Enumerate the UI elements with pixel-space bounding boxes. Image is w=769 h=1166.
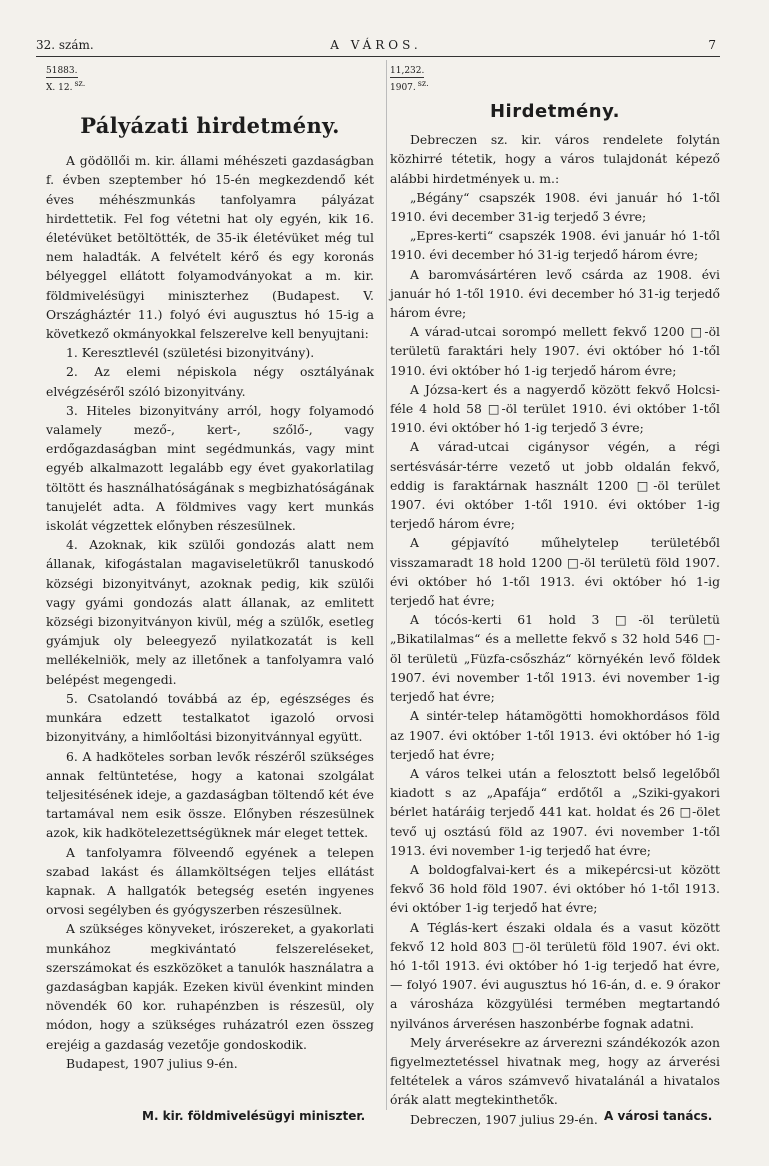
left-ref-number: 51883. bbox=[46, 66, 78, 76]
left-column bbox=[46, 66, 374, 1073]
paragraph: A baromvásártéren levő csárda az 1908. évi január hó 1-től 1910. évi december hó 31-ig terjedő három évre; bbox=[390, 266, 720, 321]
right-column bbox=[390, 66, 720, 1129]
journal-title: A VÁROS. bbox=[330, 38, 422, 52]
paragraph: 6. A hadköteles sorban levők részéről szükséges annak feltüntetése, hogy a katonai szolgálat teljesitésének ideje, a gazdaságban töltendő két éve tartamával nem esik össze. Előnyben részesülnek azok, kik hadkötelezettségüknek már eleget tettek. bbox=[46, 748, 374, 841]
paragraph: A Téglás-kert északi oldala és a vasut között fekvő 12 hold 803 □-öl területü föld 1907. évi okt. hó 1-től 1913. évi október hó 1-ig terjedő hat évre, — folyó 1907. évi augusztus hó 16-án, d. e. 9 órakor a városháza közgyülési termében megtartandó nyilvános árverésen haszonbérbe fognak adatni. bbox=[390, 919, 720, 1031]
left-signature: M. kir. földmivelésügyi miniszter. bbox=[142, 1109, 366, 1123]
paragraph: „Bégány“ csapszék 1908. évi január hó 1-től 1910. évi december 31-ig terjedő 3 évre; bbox=[390, 189, 720, 225]
paragraph: A tócós-kerti 61 hold 3 □-öl területü „Bikatilalmas“ és a mellette fekvő s 32 hold 546 □-öl területü „Füzfa-csőszház“ környékén levő földek 1907. évi november 1-től 1913. évi november 1-ig terjedő hat évre; bbox=[390, 612, 720, 705]
paragraph: 1. Keresztlevél (születési bizonyitvány). bbox=[66, 345, 315, 361]
left-ref-sub: X. 12. bbox=[46, 83, 73, 93]
paragraph: A boldogfalvai-kert és a mikepércsi-ut között fekvő 36 hold föld 1907. évi október hó 1-től 1913. évi október 1-ig terjedő hat évre; bbox=[390, 861, 720, 916]
paragraph: 3. Hiteles bizonyitvány arról, hogy folyamodó valamely mező-, kert-, szőlő-, vagy erdőgazdaságban mint segédmunkás, vagy mint egyéb alkalmazott legalább egy évet gyakorlatilag töltött és használhatóságának s megbizhatóságának tanujelét adta. A földmives vagy kert munkás iskolát végzettek előnyben részesülnek. bbox=[46, 402, 374, 534]
left-title: Pályázati hirdetmény. bbox=[80, 113, 340, 138]
paragraph: A gépjavító műhelytelep területéből visszamaradt 18 hold 1200 □-öl területü föld 1907. évi október hó 1-től 1913. évi október hó 1-ig terjedő hat évre; bbox=[390, 535, 720, 609]
left-reference bbox=[46, 66, 374, 94]
paragraph: 2. Az elemi népiskola négy osztályának elvégzéséről szóló bizonyitvány. bbox=[46, 364, 374, 399]
dateline: Debreczen, 1907 julius 29-én. bbox=[410, 1111, 598, 1127]
paragraph: Mely árverésekre az árverezni szándékozók azon figyelmeztetéssel hivatnak meg, hogy az árverési feltételek a város számvevő hivatalánál a hivatalos órák alatt megtekinthetők. bbox=[390, 1034, 720, 1108]
right-ref-sz: sz. bbox=[417, 79, 429, 88]
page-number: 7 bbox=[708, 38, 716, 52]
paragraph: „Epres-kerti“ csapszék 1908. évi január hó 1-től 1910. évi december hó 31-ig terjedő három évre; bbox=[390, 228, 720, 263]
paragraph: A gödöllői m. kir. állami méhészeti gazdaságban f. évben szeptember hó 15-én megkezdendő két éves méhészmunkás tanfolyamra pályázat hirdettetik. Fel fog vétetni hat oly egyén, kik 16. életévüket betöltötték, de 35-ik életévüket még tul nem haladták. A felvételt kérő és egy koronás bélyeggel ellátott folyamodványokat a m. kir. földmivelésügyi miniszterhez (Budapest. V. Országháztér 11.) folyó évi augusztus hó 15-ig a következő okmányokkal felszerelve kell benyujtani: bbox=[46, 153, 374, 342]
paragraph: A város telkei után a felosztott belső legelőből kiadott s az „Apafája“ erdőtől a „Sziki-gyakori bérlet határáig terjedő 441 kat. holdat és 26 □-ölet tevő uj osztású föld az 1907. évi november 1-től 1913. évi november 1-ig terjedő hat évre; bbox=[390, 765, 720, 858]
header-rule bbox=[36, 56, 720, 57]
right-reference bbox=[390, 66, 720, 94]
paragraph: A sintér-telep hátamögötti homokhordásos föld az 1907. évi október 1-től 1913. évi október hó 1-ig terjedő hat évre; bbox=[390, 708, 720, 762]
right-signature: A városi tanács. bbox=[604, 1109, 713, 1123]
paragraph: A Józsa-kert és a nagyerdő között fekvő Holcsi-féle 4 hold 58 □-öl terület 1910. évi október 1-től 1910. évi október hó 1-ig terjedő 3 évre; bbox=[390, 381, 720, 436]
right-title: Hirdetmény. bbox=[489, 101, 620, 122]
page-header bbox=[36, 38, 716, 56]
paragraph: A tanfolyamra fölveendő egyének a telepen szabad lakást és államköltségen teljes ellátást kapnak. A hallgatók betegség esetén ingyenes orvosi segélyben és gyógyszerben részesülnek. bbox=[46, 844, 374, 918]
paragraph: Debreczen sz. kir. város rendelete folytán közhirré tétetik, hogy a város tulajdonát képező alábbi hirdetmények u. m.: bbox=[390, 132, 720, 186]
issue-number: 32. szám. bbox=[36, 38, 94, 52]
paragraph: 4. Azoknak, kik szülői gondozás alatt nem állanak, kifogástalan magaviseletükről tanuskodó községi bizonyitványt, azoknak pedig, kik szülői vagy gyámi gondozás alatt állanak, az emlitett községi bizonyitványon kivül, még a szülők, esetleg gyámjuk oly beleegyező nyilatkozatát is kell mellékelniök, mely az illetőnek a tanfolyamra való belépést megengedi. bbox=[46, 537, 374, 687]
paragraph: A várad-utcai sorompó mellett fekvő 1200 □-öl területü faraktári hely 1907. évi október hó 1-től 1910. évi október hó 1-ig terjedő három évre; bbox=[390, 324, 720, 378]
paragraph: A várad-utcai cigánysor végén, a régi sertésvásár-térre vezető ut jobb oldalán fekvő, eddig is faraktárnak használt 1200 □-öl terület 1907. évi október 1-től 1910. évi október 1-ig terjedő három évre; bbox=[390, 439, 720, 532]
column-divider bbox=[386, 60, 387, 1110]
right-ref-sub: 1907. bbox=[390, 83, 416, 93]
paragraph: A szükséges könyveket, irószereket, a gyakorlati munkához megkivántató felszereléseket, szerszámokat és eszközöket a tanulók használatra a gazdaságban kapják. Ezeken kivül évenkint minden növendék 60 kor. ruhapénzben is részesül, oly módon, hogy a szükséges ruházatról ezen összeg erejéig a gazdaság vezetője gondoskodik. bbox=[46, 921, 374, 1052]
dateline: Budapest, 1907 julius 9-én. bbox=[66, 1055, 238, 1071]
left-ref-sz: sz. bbox=[74, 79, 86, 88]
right-ref-number: 11,232. bbox=[390, 66, 425, 76]
paragraph: 5. Csatolandó továbbá az ép, egészséges és munkára edzett testalkatot igazoló orvosi bizonyitvány, a himlőoltási bizonyitvánnyal együtt. bbox=[46, 690, 374, 745]
